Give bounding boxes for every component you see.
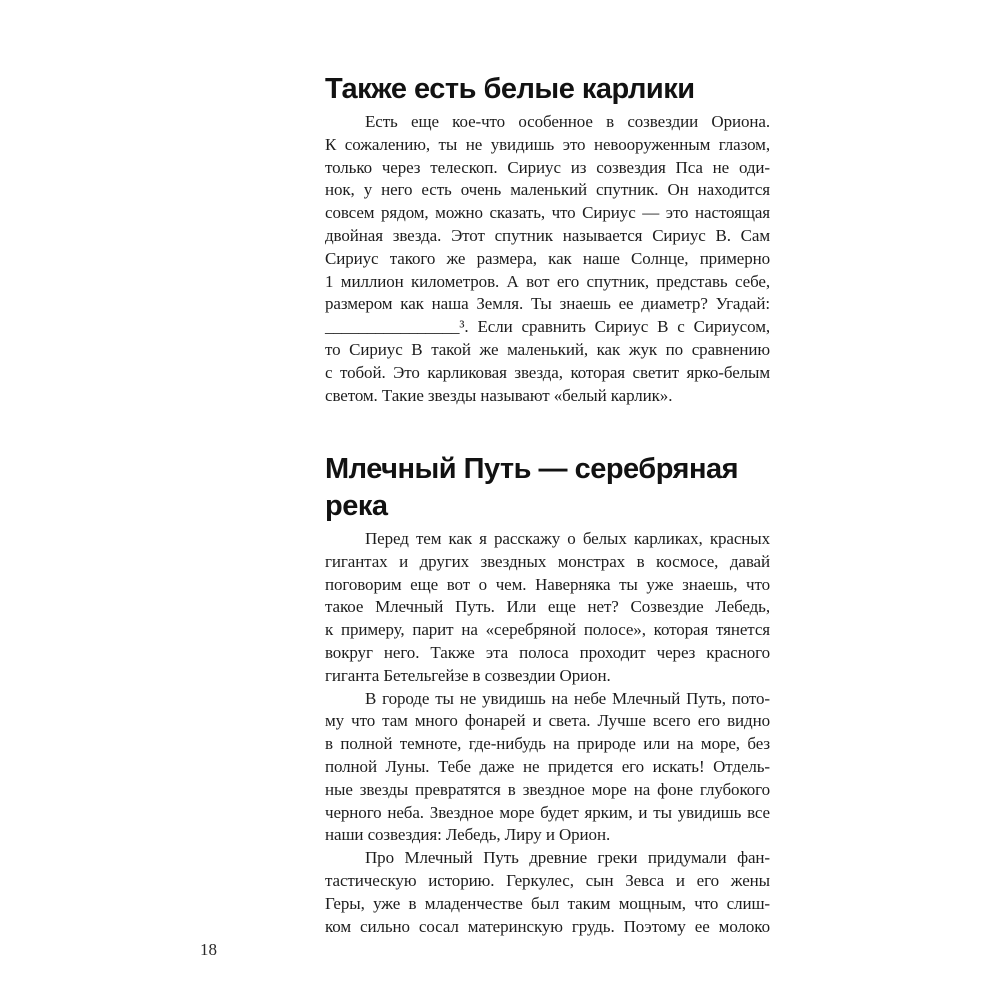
paragraph — [325, 111, 770, 407]
text-line: му что там много фонарей и света. Лучше всего его видно — [325, 711, 770, 731]
text-line: с тобой. Это карликовая звезда, которая светит ярко-белым — [325, 362, 770, 382]
text-line: ком сильно сосал материнскую грудь. Поэтому ее молоко — [325, 916, 770, 936]
text-line: полной Луны. Тебе даже не придется его искать! Отдель- — [325, 756, 770, 776]
text-line: совсем рядом, можно сказать, что Сириус — это настоящая — [325, 203, 770, 223]
text-line: поговорим еще вот о чем. Наверняка ты уже знаешь, что — [325, 574, 770, 594]
text-line: ________________³. Если сравнить Сириус В с Сириусом, — [325, 317, 770, 337]
text-line: К сожалению, ты не увидишь это невооруженным глазом, — [325, 134, 770, 154]
text-line: 1 миллион километров. А вот его спутник, представь себе, — [325, 271, 770, 291]
text-line: гиганта Бетельгейзе в созвездии Орион. — [325, 665, 611, 685]
paragraph — [325, 528, 770, 688]
paragraph — [325, 688, 770, 848]
text-line: Есть еще кое-что особенное в созвездии Ориона. — [365, 112, 770, 131]
paragraph — [325, 847, 770, 938]
text-line: размером как наша Земля. Ты знаешь ее диаметр? Угадай: — [325, 294, 770, 314]
text-line: в полной темноте, где-нибудь на природе или на море, без — [325, 734, 770, 754]
text-line: такое Млечный Путь. Или еще нет? Созвездие Лебедь, — [325, 597, 770, 617]
text-line: гигантах и других звездных монстрах в космосе, давай — [325, 551, 770, 571]
section-body-milky-way — [325, 528, 770, 938]
section-title-milky-way — [325, 451, 775, 525]
text-line: Геры, уже в младенчестве был таким мощным, что слиш- — [325, 893, 770, 913]
text-line: Сириус такого же размера, как наше Солнце, примерно — [325, 248, 770, 268]
text-line: Про Млечный Путь древние греки придумали фан- — [365, 848, 770, 868]
text-line: Перед тем как я расскажу о белых карликах, красных — [365, 529, 770, 548]
section-title-white-dwarfs — [325, 71, 775, 108]
page-number: 18 — [200, 940, 217, 959]
text-line: к примеру, парит на «серебряной полосе», которая тянется — [325, 620, 770, 640]
text-line: тастическую историю. Геркулес, сын Зевса и его жены — [325, 870, 770, 890]
text-line: наши созвездия: Лебедь, Лиру и Орион. — [325, 825, 611, 845]
section-title-line: река — [325, 490, 388, 523]
section-title-line: Млечный Путь — серебряная — [325, 453, 739, 486]
section-body-white-dwarfs — [325, 111, 770, 407]
text-line: двойная звезда. Этот спутник называется Сириус В. Сам — [325, 225, 770, 245]
text-line: только через телескоп. Сириус из созвездия Пса не оди- — [325, 157, 770, 177]
text-line: черного неба. Звездное море будет ярким, и ты увидишь все — [325, 802, 770, 822]
text-line: нок, у него есть очень маленький спутник. Он находится — [325, 180, 770, 200]
text-line: вокруг него. Также эта полоса проходит через красного — [325, 642, 770, 662]
section-title-line: Также есть белые карлики — [325, 73, 695, 106]
text-line: светом. Такие звезды называют «белый карлик». — [325, 385, 673, 405]
text-line: то Сириус В такой же маленький, как жук по сравнению — [325, 339, 770, 359]
text-line: В городе ты не увидишь на небе Млечный Путь, пото- — [365, 688, 770, 708]
text-line: ные звезды превратятся в звездное море на фоне глубокого — [325, 779, 770, 799]
